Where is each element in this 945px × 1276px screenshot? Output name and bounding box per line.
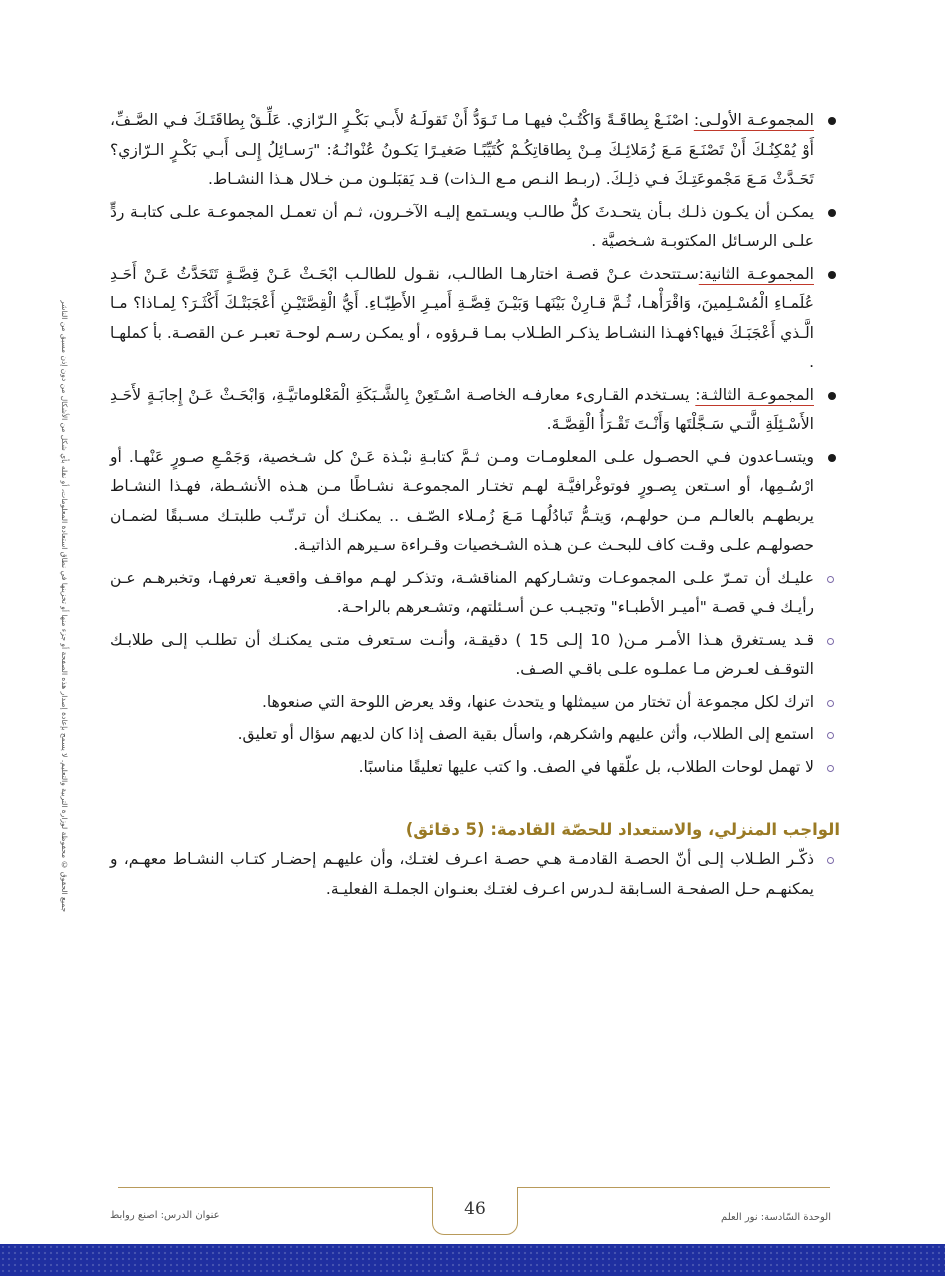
instruction-item (110, 626, 840, 685)
group-three-item (110, 381, 840, 440)
circle-bullet-icon (827, 732, 834, 739)
circle-bullet-icon (827, 576, 834, 583)
circle-bullet-icon (827, 765, 834, 772)
bullet-icon (828, 392, 836, 400)
instruction-text: قـد يسـتغرق هـذا الأمـر مـن( 10 إلـى 15 ) دقيقـة، وأنـت سـتعرف متـى يمكنـك أن تطلـب إلـى طلابـك التوقـف لعـرض مـا عملـوه علـى باقـي الصـف. (110, 630, 814, 678)
group-text: سـتتحدث عـنْ قصـة اختارهـا الطالـب، نقـول للطالـب ابْحَـثْ عَـنْ قِصَّـةٍ تَتَحَدَّثُ عَـنْ أَحَـدِ عُلَمـاءِ الْمُسْـلِمينَ، وَاقْرَأْهـا، ثُـمَّ قـارِنْ بَيْنَهـا وَبَيْـنَ قِصَّـةِ أَميـرِ الأَطِبّـاءِ. أَيُّ الْقِصَّتَيْـنِ أَعْجَبَتْـكَ أَكْثَـرَ؟ لِمـاذا؟ مـا الَّـذي أَعْجَبَـكَ فيها؟فهـذا النشـاط يذكـر الطـلاب بمـا قـرؤوه ، أو يمكـن رسـم لوحـة تعبـر عـن القصـة. بأ كملهـا . (110, 264, 814, 371)
instruction-text: اترك لكل مجموعة أن تختار من سيمثلها و يتحدث عنها، وقد يعرض اللوحة التي صنعوها. (261, 692, 814, 711)
homework-item (110, 845, 840, 904)
unit-title: الوحدة السّادسة: نور العلم (721, 1212, 831, 1223)
group-label: المجموعـة الأولـى: (693, 111, 814, 129)
instruction-item (110, 564, 840, 623)
lesson-content (110, 106, 840, 907)
instruction-item (110, 753, 840, 783)
circle-bullet-icon (827, 700, 834, 707)
group-note-item (110, 198, 840, 257)
circle-bullet-icon (827, 638, 834, 645)
group-label: المجموعـة الثانية: (698, 264, 814, 283)
group-one-item (110, 106, 840, 195)
copyright-note: جميع الحقوق © محفوظة لوزارة التربية والتعليم. لا يسمح بإعادة إصدار هذه الصفحة أو جزء منها أو تخزينها في نطاق استعادة المعلومات، أو نقله بأي شكل من الأشكال من دون إذن مسبق من الناشر (60, 300, 69, 913)
group-text: ويتسـاعدون فـي الحصـول علـى المعلومـات ومـن ثـمَّ كتابـةِ نبْـذة عَـنْ كل شـخصية، وَجَمْـعِ صـورٍ عَنْهـا. أو ارْسُـمِها، أو اسـتعن بِصـورٍ فوتوغْرافيَّـة لهـم تختـار المجموعـة نشـاطًا مـن هـذه الأنشـطة، فهـذا النشـاط يربطهـم بالعالـم مـن حولهـم، وَيتـمُّ تَبادُلُهـا مَـعَ زُمـلاء الصّـف .. يمكنـك أن ترتّـب طلبتـك مسـبقًا لضمـان حصولهـم علـى وقـت كاف للبحـث عـن هـذه الشـخصيات وقـراءة سـيرهم الذاتيـة. (110, 447, 814, 554)
bullet-icon (828, 454, 836, 462)
circle-bullet-icon (827, 857, 834, 864)
instruction-text: عليـك أن تمـرّ علـى المجموعـات وتشـاركهم المناقشـة، وتذكـر لهـم مواقـف واقعيـة تعرفهـا، وتخبرهـم عـن رأيـك فـي قصـة "أميـر الأطبـاء" وتجيـب عـن أسـئلتهم، وتشـعرهم بالراحـة. (110, 568, 814, 616)
group-text: يسـتخدم القـارىء معارفـه الخاصـة اسْـتَعِنْ بِالشَّـبَكَةِ الْمَعْلوماتيَّـةِ، وَابْحَـثْ عَـنْ إِجابَـةٍ لأَحَـدِ الأَسْـئِلَةِ الَّتـي سَـجَّلْتَها وَأَنْـتَ تَقْـرَأُ الْقِصَّـةَ. (110, 385, 814, 433)
group-two-item (110, 260, 840, 378)
bullet-icon (828, 117, 836, 125)
group-text: يمكـن أن يكـون ذلـك بـأن يتحـدثَ كلُّ طالـب ويسـتمع إليـه الآخـرون، ثـم أن تعمـل المجموعـة علـى كتابـة ردٍّ علـى الرسـائل المكتوبـة شـخصيَّة . (110, 202, 814, 250)
page-number: 46 (464, 1199, 486, 1219)
group-text: اصْنَـعْ بِطاقَـةً وَاكْتُـبْ فيهـا مـا تَـوَدُّ أَنْ تَقولَـهُ لأَبـي بَكْـرٍ الـرّازي. عَلِّـقْ بِطاقَتَـكَ فـي الصَّـفِّ، أَوْ يُمْكِنُـكَ أَنْ تَصْنَـعَ مَـعَ زُمَلائِـكَ مِـنْ بِطاقاتِكُـمْ كُتَيِّبًـا صَغيـرًا يَكـونُ عُنْوانُـهُ: "رَسـائِلُ إِلـى أَبـي بَكْـرٍ الـرّازي؟ تَحَـدَّثْ مَـعَ مَجْموعَتِـكَ فـي ذلِـكَ. (ربـط النـص مـع الـذات) قـد يَقبَلـون مـن خـلال هـذا النشـاط. (110, 111, 814, 188)
instruction-item (110, 720, 840, 750)
instruction-text: استمع إلى الطلاب، وأثن عليهم واشكرهم، واسأل بقية الصف إذا كان لديهم سؤال أو تعليق. (237, 725, 814, 743)
homework-heading: الواجب المنزلي، والاستعداد للحصّة القادمة: (5 دقائق) (405, 820, 840, 839)
group-label: المجموعـة الثالثـة: (695, 385, 814, 404)
group-research-item (110, 443, 840, 561)
bullet-icon (828, 209, 836, 217)
page-number-tab (432, 1187, 518, 1235)
instruction-text: لا تهمل لوحات الطلاب، بل علّقها في الصف. وا كتب عليها تعليقًا مناسبًا. (358, 757, 814, 776)
instruction-item (110, 688, 840, 718)
bullet-icon (828, 271, 836, 279)
bottom-decorative-bar (0, 1244, 945, 1276)
homework-text: ذكّـر الطـلاب إلـى أنّ الحصـة القادمـة هـي حصـة اعـرف لغتـك، وأن عليهـم إحضـار كتـاب النشـاط معهـم، و يمكنهـم حـل الصفحـة السـابقة لـدرس اعـرف لغتـك بعنـوان الجملـة الفعليـة. (110, 850, 814, 898)
lesson-title: عنوان الدرس: اصنع روابط (110, 1210, 220, 1221)
